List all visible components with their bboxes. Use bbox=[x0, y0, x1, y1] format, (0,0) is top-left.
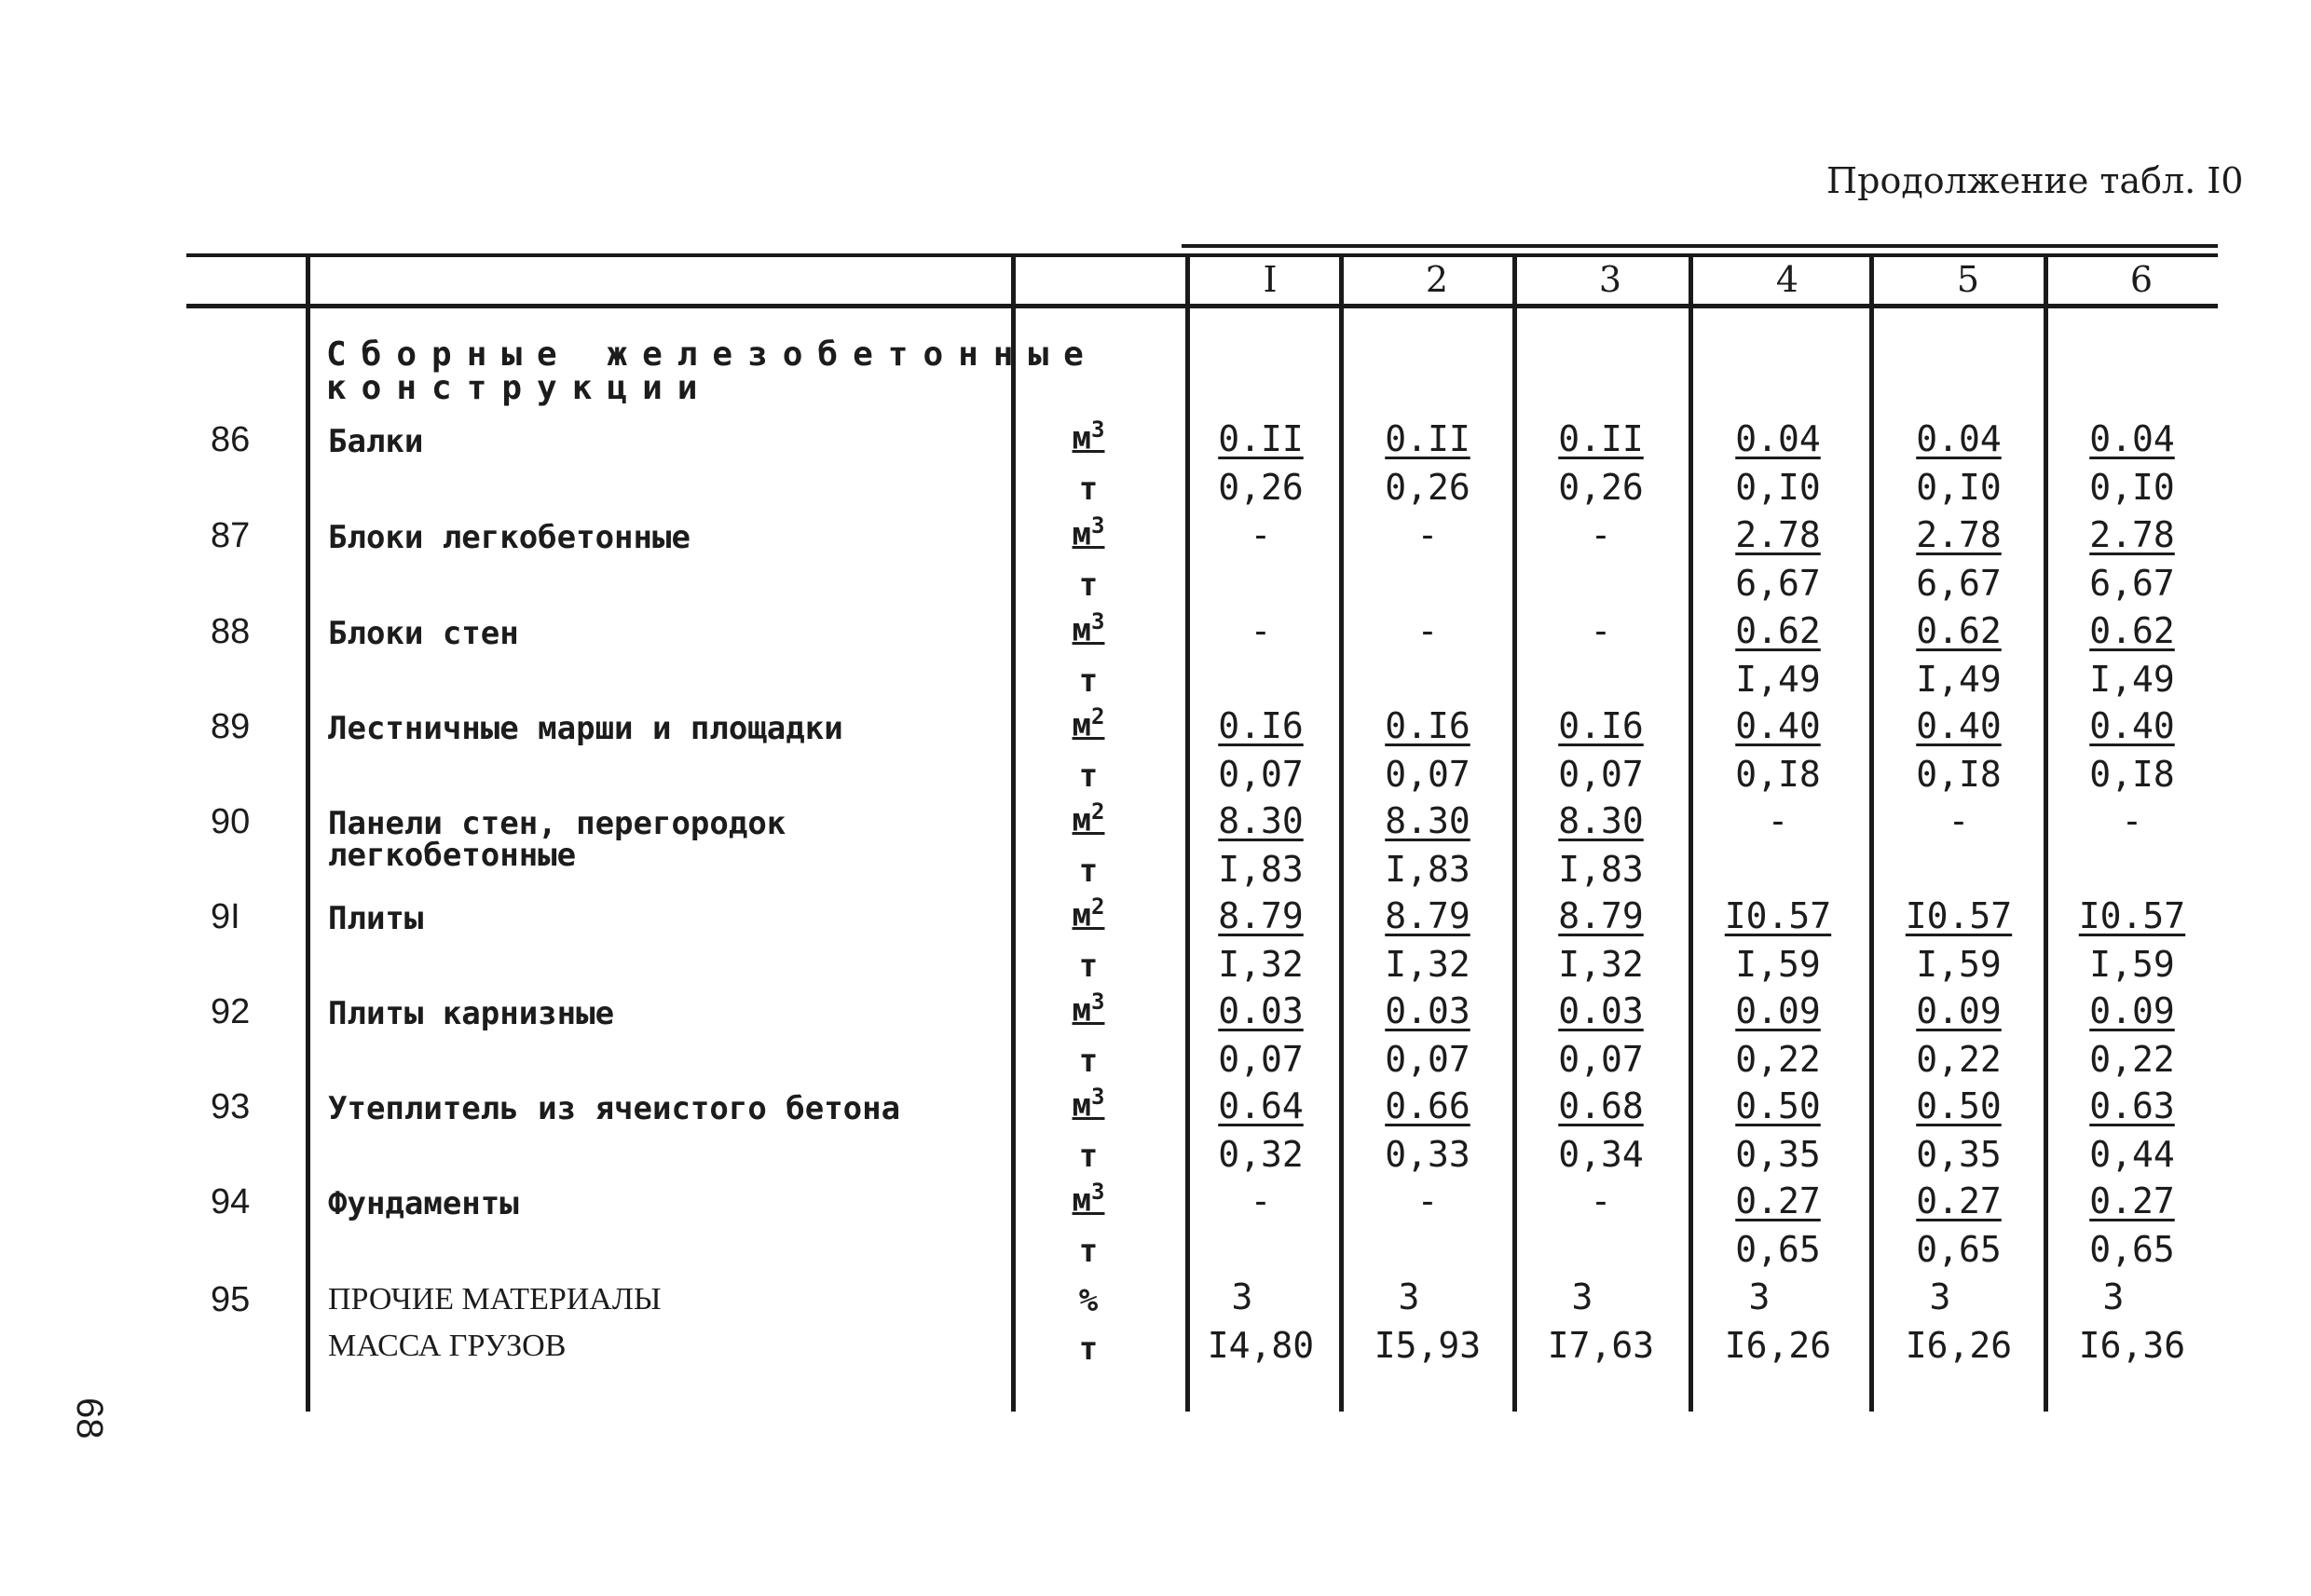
row-number: 93 bbox=[211, 1087, 251, 1126]
cell-value bbox=[2048, 1180, 2216, 1221]
cell-value bbox=[1517, 895, 1685, 936]
cell-value bbox=[1875, 610, 2043, 651]
cell-text: 0,22 bbox=[1735, 1039, 1821, 1080]
cell-value bbox=[1875, 563, 2043, 604]
unit-mass: т bbox=[1078, 1233, 1099, 1270]
cell-value bbox=[1694, 610, 1862, 651]
cell-value bbox=[1344, 418, 1511, 459]
cell-value bbox=[2048, 467, 2216, 508]
cell-text: - bbox=[1590, 1180, 1612, 1221]
cell-value bbox=[1694, 418, 1862, 459]
cell-text: 8.30 bbox=[1218, 800, 1304, 841]
cell-value bbox=[1875, 1180, 2043, 1221]
cell-value bbox=[2048, 563, 2216, 604]
cell-value bbox=[1517, 800, 1685, 841]
cell-text: 0.62 bbox=[2089, 610, 2175, 651]
column-number: 2 bbox=[1425, 259, 1449, 300]
cell-value bbox=[1344, 1085, 1511, 1126]
unit-exponent: 3 bbox=[1091, 1084, 1105, 1110]
unit-exponent: 3 bbox=[1091, 512, 1105, 539]
cell-value bbox=[1344, 849, 1511, 890]
top-rule bbox=[1182, 244, 2218, 248]
cell-value bbox=[1875, 1134, 2043, 1175]
unit-mass: т bbox=[1078, 471, 1099, 508]
cell-value bbox=[1177, 800, 1345, 841]
cell-text: - bbox=[1590, 610, 1612, 651]
cell-value bbox=[1875, 659, 2043, 700]
cell-value bbox=[1177, 514, 1345, 555]
cell-text: 0.63 bbox=[2089, 1085, 2175, 1126]
cell-text: 0,I8 bbox=[1916, 754, 2002, 795]
unit-volume: $м^3$ bbox=[1072, 512, 1105, 553]
cell-value bbox=[1694, 1085, 1862, 1126]
row-number: 90 bbox=[211, 802, 251, 841]
cell-text: I,83 bbox=[1385, 849, 1470, 890]
cell-text: 0,07 bbox=[1385, 1039, 1470, 1080]
row-number: 88 bbox=[211, 612, 251, 651]
cell-text: 0,65 bbox=[2089, 1229, 2175, 1270]
unit-volume: $м^2$ bbox=[1072, 893, 1105, 934]
cell-value bbox=[2048, 800, 2216, 841]
cell-value bbox=[1344, 1039, 1511, 1080]
cell-text: 0.03 bbox=[1558, 990, 1644, 1031]
cell-value bbox=[1517, 1180, 1685, 1221]
cell-value bbox=[1344, 610, 1511, 651]
cell-text: I,49 bbox=[1735, 659, 1821, 700]
cell-text: I,83 bbox=[1558, 849, 1644, 890]
cell-text: 0,32 bbox=[1218, 1134, 1304, 1175]
cell-value: 3 bbox=[2102, 1276, 2125, 1317]
unit-mass: т bbox=[1078, 1330, 1099, 1368]
cell-value bbox=[1694, 1229, 1862, 1270]
unit-mass: т bbox=[1078, 1043, 1099, 1080]
page-number: 68 bbox=[69, 1398, 110, 1439]
unit-volume: $м^3$ bbox=[1072, 608, 1105, 649]
cell-text: 8.79 bbox=[1385, 895, 1470, 936]
unit-exponent: 2 bbox=[1091, 703, 1105, 730]
cell-value bbox=[1875, 418, 2043, 459]
cell-value: I7,63 bbox=[1547, 1325, 1655, 1366]
cell-value bbox=[1875, 1085, 2043, 1126]
cell-text: 0.03 bbox=[1385, 990, 1470, 1031]
unit-mass: т bbox=[1078, 662, 1099, 700]
cell-value bbox=[1875, 895, 2043, 936]
cell-value bbox=[1517, 514, 1685, 555]
cell-value bbox=[1875, 514, 2043, 555]
unit-mass: т bbox=[1078, 948, 1099, 985]
cell-value bbox=[1694, 1039, 1862, 1080]
cell-value bbox=[1517, 944, 1685, 985]
cell-text: I,32 bbox=[1558, 944, 1644, 985]
cell-value bbox=[2048, 514, 2216, 555]
cell-text: 0.50 bbox=[1916, 1085, 2002, 1126]
cell-text: I,59 bbox=[1916, 944, 2002, 985]
cell-text: I,49 bbox=[1916, 659, 2002, 700]
cell-text: 0,I0 bbox=[1735, 467, 1821, 508]
cell-value bbox=[1875, 944, 2043, 985]
cell-text: 8.79 bbox=[1558, 895, 1644, 936]
cell-value bbox=[1177, 1039, 1345, 1080]
cell-value: 3 bbox=[1231, 1276, 1253, 1317]
cell-value bbox=[1344, 705, 1511, 746]
cell-value bbox=[1694, 800, 1862, 841]
row-name: МАССА ГРУЗОВ bbox=[328, 1329, 567, 1363]
cell-value bbox=[1344, 800, 1511, 841]
cell-text: 0.04 bbox=[1916, 418, 2002, 459]
row-number: 9I bbox=[211, 897, 240, 936]
table-caption: Продолжение табл. I0 bbox=[1826, 160, 2244, 201]
cell-value: I6,36 bbox=[2078, 1325, 2186, 1366]
cell-text: - bbox=[1416, 1180, 1439, 1221]
unit-mass: т bbox=[1078, 757, 1099, 795]
cell-text: - bbox=[1948, 800, 1970, 841]
cell-text: I0.57 bbox=[1905, 895, 2013, 936]
cell-value bbox=[1694, 705, 1862, 746]
cell-value bbox=[2048, 944, 2216, 985]
cell-text: 0,35 bbox=[1735, 1134, 1821, 1175]
cell-value bbox=[1517, 990, 1685, 1031]
cell-value bbox=[2048, 754, 2216, 795]
row-number: 87 bbox=[211, 516, 251, 555]
header-bottom-rule bbox=[186, 304, 2218, 308]
cell-value: I6,26 bbox=[1905, 1325, 2013, 1366]
cell-text: I0.57 bbox=[2078, 895, 2186, 936]
cell-value bbox=[1177, 418, 1345, 459]
rule-name-right bbox=[1011, 253, 1016, 1412]
cell-text: 0.03 bbox=[1218, 990, 1304, 1031]
unit-percent: % bbox=[1078, 1282, 1099, 1319]
cell-value bbox=[1875, 705, 2043, 746]
cell-value bbox=[1177, 990, 1345, 1031]
cell-value bbox=[2048, 1085, 2216, 1126]
cell-text: 0,I8 bbox=[2089, 754, 2175, 795]
cell-value bbox=[1694, 514, 1862, 555]
cell-value bbox=[1177, 754, 1345, 795]
cell-text: 0,26 bbox=[1558, 467, 1644, 508]
unit-exponent: 3 bbox=[1091, 416, 1105, 443]
cell-text: 0,35 bbox=[1916, 1134, 2002, 1175]
cell-value bbox=[1344, 754, 1511, 795]
unit-mass: т bbox=[1078, 566, 1099, 604]
column-number: 6 bbox=[2129, 259, 2154, 300]
cell-text: 0,44 bbox=[2089, 1134, 2175, 1175]
cell-text: 6,67 bbox=[1916, 563, 2002, 604]
cell-text: 0.I6 bbox=[1218, 705, 1304, 746]
cell-value bbox=[1177, 705, 1345, 746]
cell-text: 0.66 bbox=[1385, 1085, 1470, 1126]
cell-text: - bbox=[1416, 514, 1439, 555]
cell-value bbox=[1344, 944, 1511, 985]
cell-text: 0,07 bbox=[1385, 754, 1470, 795]
cell-value bbox=[1177, 849, 1345, 890]
cell-value: I5,93 bbox=[1374, 1325, 1482, 1366]
unit-volume: $м^3$ bbox=[1072, 1084, 1105, 1125]
cell-text: - bbox=[2121, 800, 2143, 841]
row-name: Плиты карнизные bbox=[328, 995, 615, 1032]
cell-value bbox=[1694, 563, 1862, 604]
cell-value bbox=[1517, 1039, 1685, 1080]
cell-text: I,59 bbox=[2089, 944, 2175, 985]
cell-text: 8.79 bbox=[1218, 895, 1304, 936]
unit-exponent: 2 bbox=[1091, 798, 1105, 825]
row-name: Утеплитель из ячеистого бетона bbox=[328, 1090, 901, 1127]
row-number: 89 bbox=[211, 707, 251, 746]
cell-value bbox=[2048, 1039, 2216, 1080]
cell-value bbox=[1344, 1134, 1511, 1175]
cell-text: 0,34 bbox=[1558, 1134, 1644, 1175]
row-name: Лестничные марши и площадки bbox=[328, 710, 843, 747]
row-name: ПРОЧИЕ МАТЕРИАЛЫ bbox=[328, 1282, 662, 1316]
cell-value bbox=[1177, 467, 1345, 508]
cell-text: 0.27 bbox=[1735, 1180, 1821, 1221]
cell-text: 0,65 bbox=[1735, 1229, 1821, 1270]
cell-value bbox=[1517, 610, 1685, 651]
cell-text: 0,22 bbox=[2089, 1039, 2175, 1080]
cell-value bbox=[1875, 1039, 2043, 1080]
unit-volume: $м^3$ bbox=[1072, 416, 1105, 457]
column-number: 5 bbox=[1956, 259, 1980, 300]
cell-value bbox=[1517, 849, 1685, 890]
rule-col-3 bbox=[1689, 253, 1693, 1412]
cell-value bbox=[1875, 990, 2043, 1031]
cell-text: 2.78 bbox=[2089, 514, 2175, 555]
cell-value bbox=[2048, 610, 2216, 651]
cell-text: - bbox=[1416, 610, 1439, 651]
cell-text: 0,I8 bbox=[1735, 754, 1821, 795]
row-name: Блоки стен bbox=[328, 615, 519, 652]
cell-text: - bbox=[1767, 800, 1789, 841]
cell-value bbox=[1344, 514, 1511, 555]
cell-text: 0.I6 bbox=[1558, 705, 1644, 746]
unit-volume: $м^3$ bbox=[1072, 1179, 1105, 1220]
cell-text: 6,67 bbox=[1735, 563, 1821, 604]
cell-text: 0.62 bbox=[1735, 610, 1821, 651]
cell-text: 0,26 bbox=[1218, 467, 1304, 508]
row-number: 94 bbox=[211, 1182, 251, 1221]
column-number: 3 bbox=[1598, 259, 1622, 300]
cell-value bbox=[2048, 1134, 2216, 1175]
cell-value: 3 bbox=[1571, 1276, 1593, 1317]
cell-value bbox=[1177, 1180, 1345, 1221]
cell-value bbox=[1177, 1085, 1345, 1126]
header-top-rule bbox=[186, 253, 2218, 257]
cell-text: 0.04 bbox=[2089, 418, 2175, 459]
cell-value bbox=[1694, 1134, 1862, 1175]
row-name: Блоки легкобетонные bbox=[328, 519, 691, 556]
cell-value bbox=[1875, 1229, 2043, 1270]
cell-text: - bbox=[1250, 514, 1272, 555]
cell-value bbox=[1875, 467, 2043, 508]
cell-value bbox=[1694, 1180, 1862, 1221]
cell-value: 3 bbox=[1929, 1276, 1951, 1317]
cell-text: 0.09 bbox=[2089, 990, 2175, 1031]
cell-text: I,49 bbox=[2089, 659, 2175, 700]
cell-text: 0.40 bbox=[2089, 705, 2175, 746]
row-name: Плиты bbox=[328, 900, 424, 937]
cell-text: 0.II bbox=[1218, 418, 1304, 459]
unit-mass: т bbox=[1078, 853, 1099, 890]
cell-value bbox=[2048, 705, 2216, 746]
cell-text: 0,07 bbox=[1558, 754, 1644, 795]
cell-value: I6,26 bbox=[1724, 1325, 1832, 1366]
cell-text: 0,26 bbox=[1385, 467, 1470, 508]
cell-value bbox=[1517, 467, 1685, 508]
cell-text: 0,65 bbox=[1916, 1229, 2002, 1270]
cell-text: 0,07 bbox=[1558, 1039, 1644, 1080]
cell-value bbox=[2048, 990, 2216, 1031]
cell-text: 0.09 bbox=[1916, 990, 2002, 1031]
cell-value: 3 bbox=[1398, 1276, 1420, 1317]
cell-value bbox=[1517, 1134, 1685, 1175]
cell-value bbox=[1344, 895, 1511, 936]
cell-text: I,32 bbox=[1218, 944, 1304, 985]
cell-text: - bbox=[1250, 1180, 1272, 1221]
cell-text: 6,67 bbox=[2089, 563, 2175, 604]
cell-text: 0.68 bbox=[1558, 1085, 1644, 1126]
cell-value bbox=[1177, 895, 1345, 936]
cell-text: I0.57 bbox=[1724, 895, 1832, 936]
cell-value bbox=[1694, 754, 1862, 795]
cell-value bbox=[1344, 990, 1511, 1031]
cell-value bbox=[1694, 659, 1862, 700]
cell-text: 0.40 bbox=[1916, 705, 2002, 746]
cell-text: 2.78 bbox=[1735, 514, 1821, 555]
cell-value bbox=[1694, 895, 1862, 936]
cell-value bbox=[1694, 944, 1862, 985]
cell-value bbox=[1694, 467, 1862, 508]
cell-text: 0.09 bbox=[1735, 990, 1821, 1031]
unit-exponent: 3 bbox=[1091, 1179, 1105, 1205]
cell-text: 0.62 bbox=[1916, 610, 2002, 651]
unit-mass: т bbox=[1078, 1138, 1099, 1175]
column-number: I bbox=[1263, 259, 1278, 300]
cell-value bbox=[2048, 418, 2216, 459]
cell-value bbox=[1517, 754, 1685, 795]
cell-text: 0.II bbox=[1558, 418, 1644, 459]
column-number: 4 bbox=[1775, 259, 1799, 300]
unit-volume: $м^3$ bbox=[1072, 989, 1105, 1030]
row-number: 92 bbox=[211, 992, 251, 1031]
cell-value bbox=[1517, 705, 1685, 746]
unit-exponent: 2 bbox=[1091, 893, 1105, 920]
cell-text: 0.40 bbox=[1735, 705, 1821, 746]
rule-name-left bbox=[306, 253, 310, 1412]
cell-value bbox=[1517, 418, 1685, 459]
cell-value bbox=[1177, 1134, 1345, 1175]
cell-text: 0.27 bbox=[1916, 1180, 2002, 1221]
cell-text: 8.30 bbox=[1558, 800, 1644, 841]
cell-value bbox=[1875, 754, 2043, 795]
cell-value bbox=[1177, 610, 1345, 651]
cell-value bbox=[1177, 944, 1345, 985]
cell-text: 0,07 bbox=[1218, 754, 1304, 795]
cell-value bbox=[1875, 800, 2043, 841]
unit-volume: $м^2$ bbox=[1072, 798, 1105, 839]
rule-col-4 bbox=[1869, 253, 1874, 1412]
cell-text: 0,I0 bbox=[1916, 467, 2002, 508]
row-name: Балки bbox=[328, 423, 424, 460]
cell-text: 0.I6 bbox=[1385, 705, 1470, 746]
cell-text: 8.30 bbox=[1385, 800, 1470, 841]
cell-value bbox=[1344, 467, 1511, 508]
cell-text: 0,07 bbox=[1218, 1039, 1304, 1080]
cell-value bbox=[2048, 1229, 2216, 1270]
cell-text: - bbox=[1250, 610, 1272, 651]
section-title-line2: конструкции bbox=[326, 369, 713, 407]
row-name: Фундаменты bbox=[328, 1185, 519, 1222]
cell-text: 0.04 bbox=[1735, 418, 1821, 459]
cell-text: 0,I0 bbox=[2089, 467, 2175, 508]
cell-text: 0.64 bbox=[1218, 1085, 1304, 1126]
cell-value bbox=[2048, 895, 2216, 936]
row-number: 86 bbox=[211, 420, 251, 459]
cell-value: 3 bbox=[1748, 1276, 1771, 1317]
unit-exponent: 3 bbox=[1091, 989, 1105, 1015]
row-name: Панели стен, перегородок bbox=[328, 805, 786, 842]
cell-text: - bbox=[1590, 514, 1612, 555]
row-name: легкобетонные bbox=[328, 837, 577, 874]
cell-value bbox=[1694, 990, 1862, 1031]
cell-text: 0.II bbox=[1385, 418, 1470, 459]
cell-text: I,32 bbox=[1385, 944, 1470, 985]
cell-text: 2.78 bbox=[1916, 514, 2002, 555]
cell-value: I4,80 bbox=[1207, 1325, 1315, 1366]
cell-text: 0.27 bbox=[2089, 1180, 2175, 1221]
cell-text: 0,33 bbox=[1385, 1134, 1470, 1175]
cell-text: I,59 bbox=[1735, 944, 1821, 985]
cell-value bbox=[1517, 1085, 1685, 1126]
cell-text: I,83 bbox=[1218, 849, 1304, 890]
row-number: 95 bbox=[211, 1280, 251, 1319]
unit-volume: $м^2$ bbox=[1072, 703, 1105, 744]
unit-exponent: 3 bbox=[1091, 608, 1105, 634]
section-title-line1: Сборные железобетонные bbox=[326, 335, 1099, 374]
cell-text: 0,22 bbox=[1916, 1039, 2002, 1080]
cell-value bbox=[2048, 659, 2216, 700]
cell-text: 0.50 bbox=[1735, 1085, 1821, 1126]
cell-value bbox=[1344, 1180, 1511, 1221]
